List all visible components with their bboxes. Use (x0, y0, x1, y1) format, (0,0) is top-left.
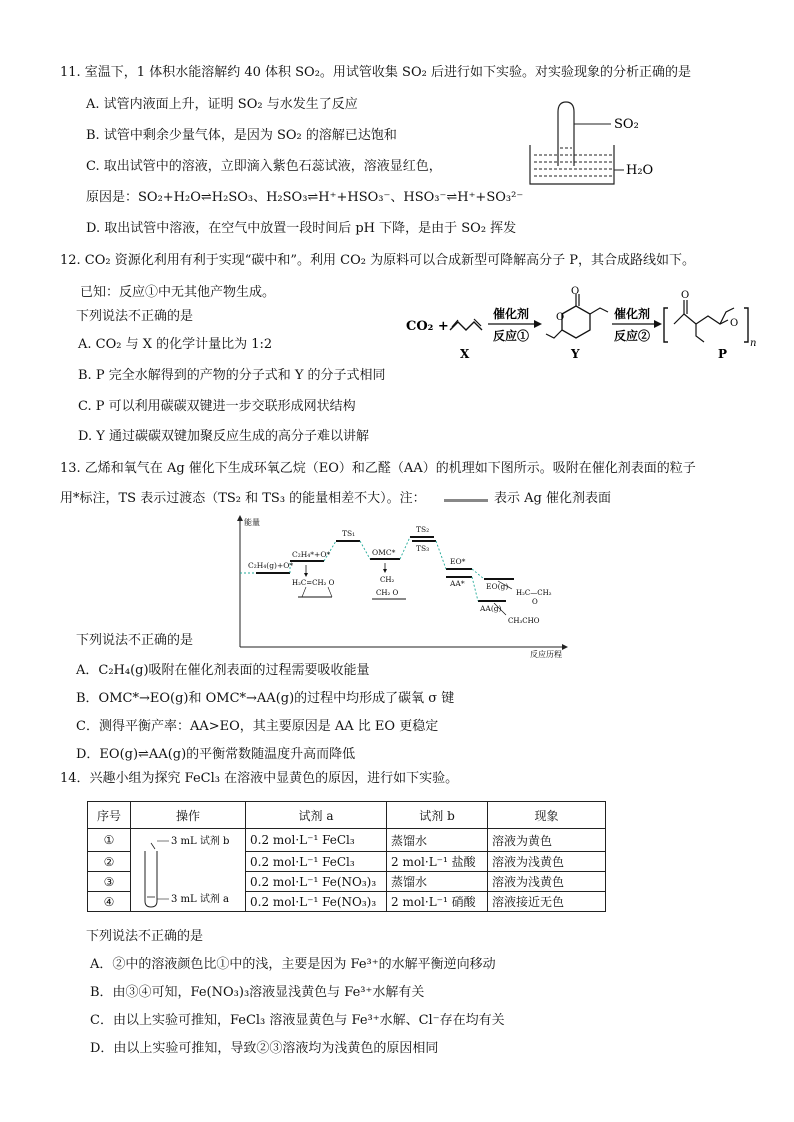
q13-option-b[interactable]: B．OMC*→EO(g)和 OMC*→AA(g)的过程中均形成了碳氧 σ 键 (76, 691, 455, 706)
row-a: 0.2 mol·L⁻¹ FeCl₃ (246, 852, 387, 872)
react2: 反应② (614, 329, 651, 343)
row-b: 2 mol·L⁻¹ 硝酸 (387, 892, 488, 912)
operation-figure-cell (131, 829, 246, 912)
q14-option-a[interactable]: A．②中的溶液颜色比①中的浅，主要是因为 Fe³⁺的水解平衡逆向移动 (90, 957, 496, 972)
row-no: ④ (88, 892, 131, 912)
row-b: 2 mol·L⁻¹ 盐酸 (387, 852, 488, 872)
op-a-label: 3 mL 试剂 a (171, 894, 229, 905)
row-result: 溶液接近无色 (488, 892, 606, 912)
label-h2o: H₂O (626, 163, 654, 178)
row-no: ② (88, 852, 131, 872)
q12-stem: 12. CO₂ 资源化利用有利于实现“碳中和”。利用 CO₂ 为原料可以合成新型可降解高分子 P，其合成路线如下。 (60, 253, 696, 268)
label-so2: SO₂ (614, 117, 639, 132)
struct-aa: CH₃CHO (508, 617, 540, 625)
q14-option-c[interactable]: C．由以上实验可推知，FeCl₃ 溶液显黄色与 Fe³⁺水解、Cl⁻存在均有关 (90, 1013, 505, 1028)
label-y: Y (571, 347, 580, 361)
q14-ask: 下列说法不正确的是 (86, 929, 204, 944)
q12-option-d[interactable]: D. Y 通过碳碳双键加聚反应生成的高分子难以讲解 (78, 429, 369, 444)
q11-option-d[interactable]: D. 取出试管中溶液，在空气中放置一段时间后 pH 下降，是由于 SO₂ 挥发 (86, 221, 517, 236)
q12-known: 已知：反应①中无其他产物生成。 (80, 285, 276, 300)
label-eo-g: EO(g) (486, 582, 509, 591)
co2-plus: CO₂ + (406, 319, 449, 334)
svg-text:O: O (730, 318, 739, 329)
q12-option-a[interactable]: A. CO₂ 与 X 的化学计量比为 1:2 (78, 337, 273, 352)
label-ts3: TS₃ (416, 544, 430, 553)
label-s1: C₂H₄*+O* (292, 550, 331, 559)
q11-option-c[interactable]: C. 取出试管中的溶液，立即滴入紫色石蕊试液，溶液显红色， (86, 159, 442, 174)
struct-omc-top: CH₂ (380, 576, 395, 584)
q13-stem-note: 表示 Ag 催化剂表面 (494, 491, 611, 506)
q12-ask: 下列说法不正确的是 (76, 309, 194, 324)
arrow-1 (534, 320, 542, 328)
q14-table (87, 801, 606, 912)
row-a: 0.2 mol·L⁻¹ Fe(NO₃)₃ (246, 892, 387, 912)
cat2: 催化剂 (614, 307, 651, 321)
q13-option-d[interactable]: D．EO(g)⇌AA(g)的平衡常数随温度升高而降低 (76, 747, 356, 762)
table-row (88, 829, 606, 852)
q12-option-c[interactable]: C. P 可以利用碳碳双键进一步交联形成网状结构 (78, 399, 356, 414)
col-header: 试剂 b (387, 802, 488, 829)
q13-ask: 下列说法不正确的是 (76, 633, 194, 648)
row-result: 溶液为黄色 (488, 829, 606, 852)
struct-eo: H₂C—CH₂ (516, 589, 552, 597)
label-omc: OMC* (372, 548, 396, 557)
q14-stem: 14．兴趣小组为探究 FeCl₃ 在溶液中显黄色的原因，进行如下实验。 (60, 771, 459, 786)
label-n: n (750, 338, 757, 349)
q14-option-d[interactable]: D．由以上实验可推知，导致②③溶液均为浅黄色的原因相同 (90, 1041, 439, 1056)
label-ts1: TS₁ (342, 529, 356, 538)
q13-stem-2: 用*标注，TS 表示过渡态（TS₂ 和 TS₃ 的能量相差不大）。注： (60, 491, 426, 506)
row-no: ③ (88, 872, 131, 892)
q11-option-c-reason: 原因是：SO₂+H₂O⇌H₂SO₃、H₂SO₃⇌H⁺+HSO₃⁻、HSO₃⁻⇌H⁺+SO₃²⁻ (86, 190, 524, 205)
test-tube (558, 102, 574, 166)
q11-apparatus-figure (528, 98, 658, 188)
svg-text:O: O (556, 312, 565, 323)
col-header: 现象 (488, 802, 606, 829)
react1: 反应① (493, 329, 530, 343)
label-aa-ads: AA* (450, 579, 465, 588)
col-header: 试剂 a (246, 802, 387, 829)
svg-text:O: O (571, 286, 580, 297)
row-a: 0.2 mol·L⁻¹ FeCl₃ (246, 829, 387, 852)
row-result: 溶液为浅黄色 (488, 872, 606, 892)
row-result: 溶液为浅黄色 (488, 852, 606, 872)
q13-energy-diagram (230, 515, 570, 660)
catalyst-surface-legend (444, 499, 488, 502)
test-tube-figure (131, 829, 243, 911)
cat1: 催化剂 (493, 307, 530, 321)
label-p: P (718, 347, 728, 361)
q11-option-a[interactable]: A. 试管内液面上升，证明 SO₂ 与水发生了反应 (86, 97, 358, 112)
label-x: X (460, 347, 470, 361)
x-axis-label: 反应历程 (530, 650, 562, 659)
row-b: 蒸馏水 (387, 872, 488, 892)
struct-omc-bottom: CH₂ O (376, 589, 399, 597)
q13-option-c[interactable]: C．测得平衡产率：AA>EO，其主要原因是 AA 比 EO 更稳定 (76, 719, 439, 734)
row-a: 0.2 mol·L⁻¹ Fe(NO₃)₃ (246, 872, 387, 892)
q12-synthesis-scheme (404, 286, 784, 366)
q13-stem: 13. 乙烯和氧气在 Ag 催化下生成环氧乙烷（EO）和乙醛（AA）的机理如下图所示。吸附在催化剂表面的粒子 (60, 461, 696, 476)
q11-option-b[interactable]: B. 试管中剩余少量气体，是因为 SO₂ 的溶解已达饱和 (86, 128, 397, 143)
row-b: 蒸馏水 (387, 829, 488, 852)
svg-text:O: O (681, 290, 690, 301)
label-eo-ads: EO* (450, 557, 466, 566)
q13-option-a[interactable]: A．C₂H₄(g)吸附在催化剂表面的过程需要吸收能量 (76, 663, 370, 678)
col-header: 操作 (131, 802, 246, 829)
col-header: 序号 (88, 802, 131, 829)
arrow-2 (654, 320, 662, 328)
y-axis-label: 能量 (244, 518, 260, 527)
op-b-label: 3 mL 试剂 b (171, 836, 230, 847)
label-ts2: TS₂ (416, 525, 430, 534)
struct-eo-o: O (532, 598, 538, 606)
table-header-row (88, 802, 606, 829)
q11-stem: 11. 室温下，1 体积水能溶解约 40 体积 SO₂。用试管收集 SO₂ 后进行如下实验。对实验现象的分析正确的是 (60, 65, 691, 80)
molecule-y (562, 306, 590, 338)
q14-option-b[interactable]: B．由③④可知，Fe(NO₃)₃溶液显浅黄色与 Fe³⁺水解有关 (90, 985, 425, 1000)
struct-s1: H₂C=CH₂ O (292, 579, 335, 587)
q12-option-b[interactable]: B. P 完全水解得到的产物的分子式和 Y 的分子式相同 (78, 368, 386, 383)
label-aa-g: AA(g) (480, 604, 502, 613)
label-s0: C₂H₄(g)+O* (248, 561, 294, 570)
row-no: ① (88, 829, 131, 852)
